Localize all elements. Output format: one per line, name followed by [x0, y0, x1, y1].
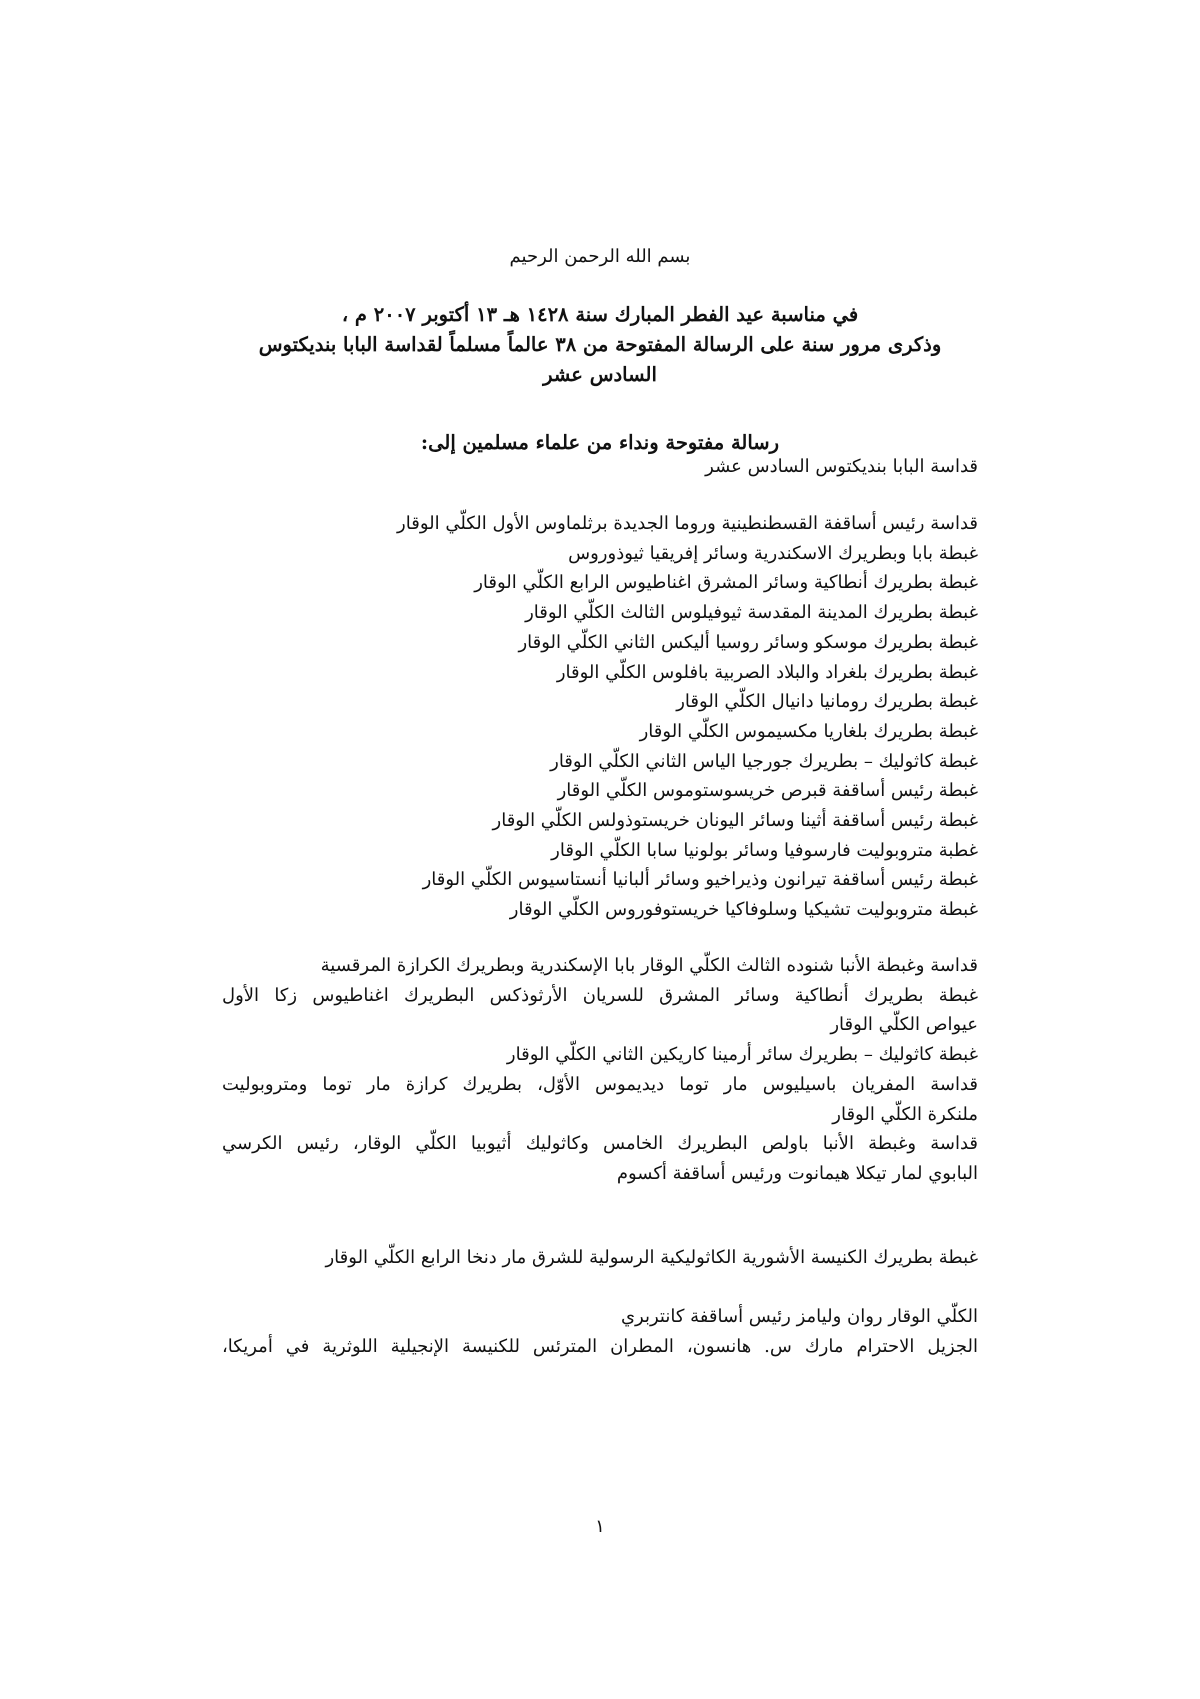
recipient-line: البابوي لمار تيكلا هيمانوت ورئيس أساقفة أكسوم [616, 1162, 978, 1184]
heading-line-3: السادس عشر [543, 363, 657, 386]
recipient-line: غبطة كاثوليك – بطريرك سائر أرمينا كاريكين الثاني الكلّي الوقار [506, 1044, 978, 1066]
oriental-recipient-list [222, 951, 978, 1189]
recipient-line: غبطة رئيس أساقفة تيرانون وذيراخيو وسائر ألبانيا أنستاسيوس الكلّي الوقار [422, 869, 978, 891]
recipient-line: عيواص الكلّي الوقار [830, 1014, 978, 1036]
recipient-line: ملنكرة الكلّي الوقار [832, 1103, 978, 1125]
letter-subheading: رسالة مفتوحة ونداء من علماء مسلمين إلى: [420, 431, 780, 454]
recipient-line: قداسة وغبطة الأنبا شنوده الثالث الكلّي الوقار بابا الإسكندرية وبطريرك الكرازة المرقسية [320, 955, 978, 976]
recipient-line: غبطة بطريرك أنطاكية وسائر المشرق للسريان الأرثوذكس البطريرك اغناطيوس زكا الأول [222, 984, 978, 1006]
recipient-line: غبطة متروبوليت تشيكيا وسلوفاكيا خريستوفوروس الكلّي الوقار [509, 899, 978, 921]
addressee: قداسة البابا بنديكتوس السادس عشر [705, 456, 978, 477]
assyrian-recipient-block [222, 1243, 978, 1273]
orthodox-recipient-list [222, 509, 978, 925]
page-number: ١ [595, 1516, 605, 1537]
recipient-line: غبطة بطريرك رومانيا دانيال الكلّي الوقار [676, 691, 978, 713]
recipient-line: غبطة بطريرك الكنيسة الأشورية الكاثوليكية الرسولية للشرق مار دنخا الرابع الكلّي الوقار [325, 1247, 978, 1268]
recipient-line: غبطة بطريرك بلغاريا مكسيموس الكلّي الوقار [639, 720, 978, 742]
recipient-line: قداسة المفريان باسيليوس مار توما ديديموس الأوّل، بطريرك كرازة مار توما ومتروبوليت [222, 1073, 978, 1095]
basmala: بسم الله الرحمن الرحيم [509, 246, 691, 267]
letter-heading [240, 300, 960, 390]
recipient-line: غبطة بطريرك أنطاكية وسائر المشرق اغناطيوس الرابع الكلّي الوقار [474, 572, 978, 594]
addressee-block [222, 452, 978, 482]
heading-line-2: وذكرى مرور سنة على الرسالة المفتوحة من ٣٨ عالماً مسلماً لقداسة البابا بنديكتوس [258, 333, 942, 356]
recipient-line: غبطة كاثوليك – بطريرك جورجيا الياس الثاني الكلّي الوقار [550, 750, 978, 772]
recipient-line: غبطة رئيس أساقفة أثينا وسائر اليونان خريستوذولس الكلّي الوقار [492, 810, 978, 832]
recipient-line: غبطة بطريرك موسكو وسائر روسيا أليكس الثاني الكلّي الوقار [518, 631, 978, 653]
heading-line-1: في مناسبة عيد الفطر المبارك سنة ١٤٢٨ هـ ١٣ أكتوبر ٢٠٠٧ م ، [341, 303, 859, 326]
recipient-line: غطبة متروبوليت فارسوفيا وسائر بولونيا سابا الكلّي الوقار [551, 839, 978, 861]
recipient-line: غبطة بطريرك المدينة المقدسة ثيوفيلوس الثالث الكلّي الوقار [525, 602, 978, 624]
final-recipient-block [222, 1302, 978, 1361]
recipient-line: الكلّي الوقار روان وليامز رئيس أساقفة كانتربري [620, 1306, 978, 1327]
recipient-line: غبطة بابا وبطريرك الاسكندرية وسائر إفريقيا ثيوذوروس [568, 542, 978, 564]
recipient-line: غبطة بطريرك بلغراد والبلاد الصربية بافلوس الكلّي الوقار [556, 661, 978, 683]
recipient-line: قداسة وغبطة الأنبا باولص البطريرك الخامس وكاثوليك أثيوبيا الكلّي الوقار، رئيس الكرسي [222, 1133, 978, 1155]
recipient-line: الجزيل الاحترام مارك س. هانسون، المطران المترئس للكنيسة الإنجيلية اللوثرية في أمريكا، [222, 1335, 978, 1357]
recipient-line: قداسة رئيس أساقفة القسطنطينية وروما الجديدة برثلماوس الأول الكلّي الوقار [397, 513, 978, 534]
recipient-line: غبطة رئيس أساقفة قبرص خريسوستوموس الكلّي الوقار [557, 780, 978, 802]
